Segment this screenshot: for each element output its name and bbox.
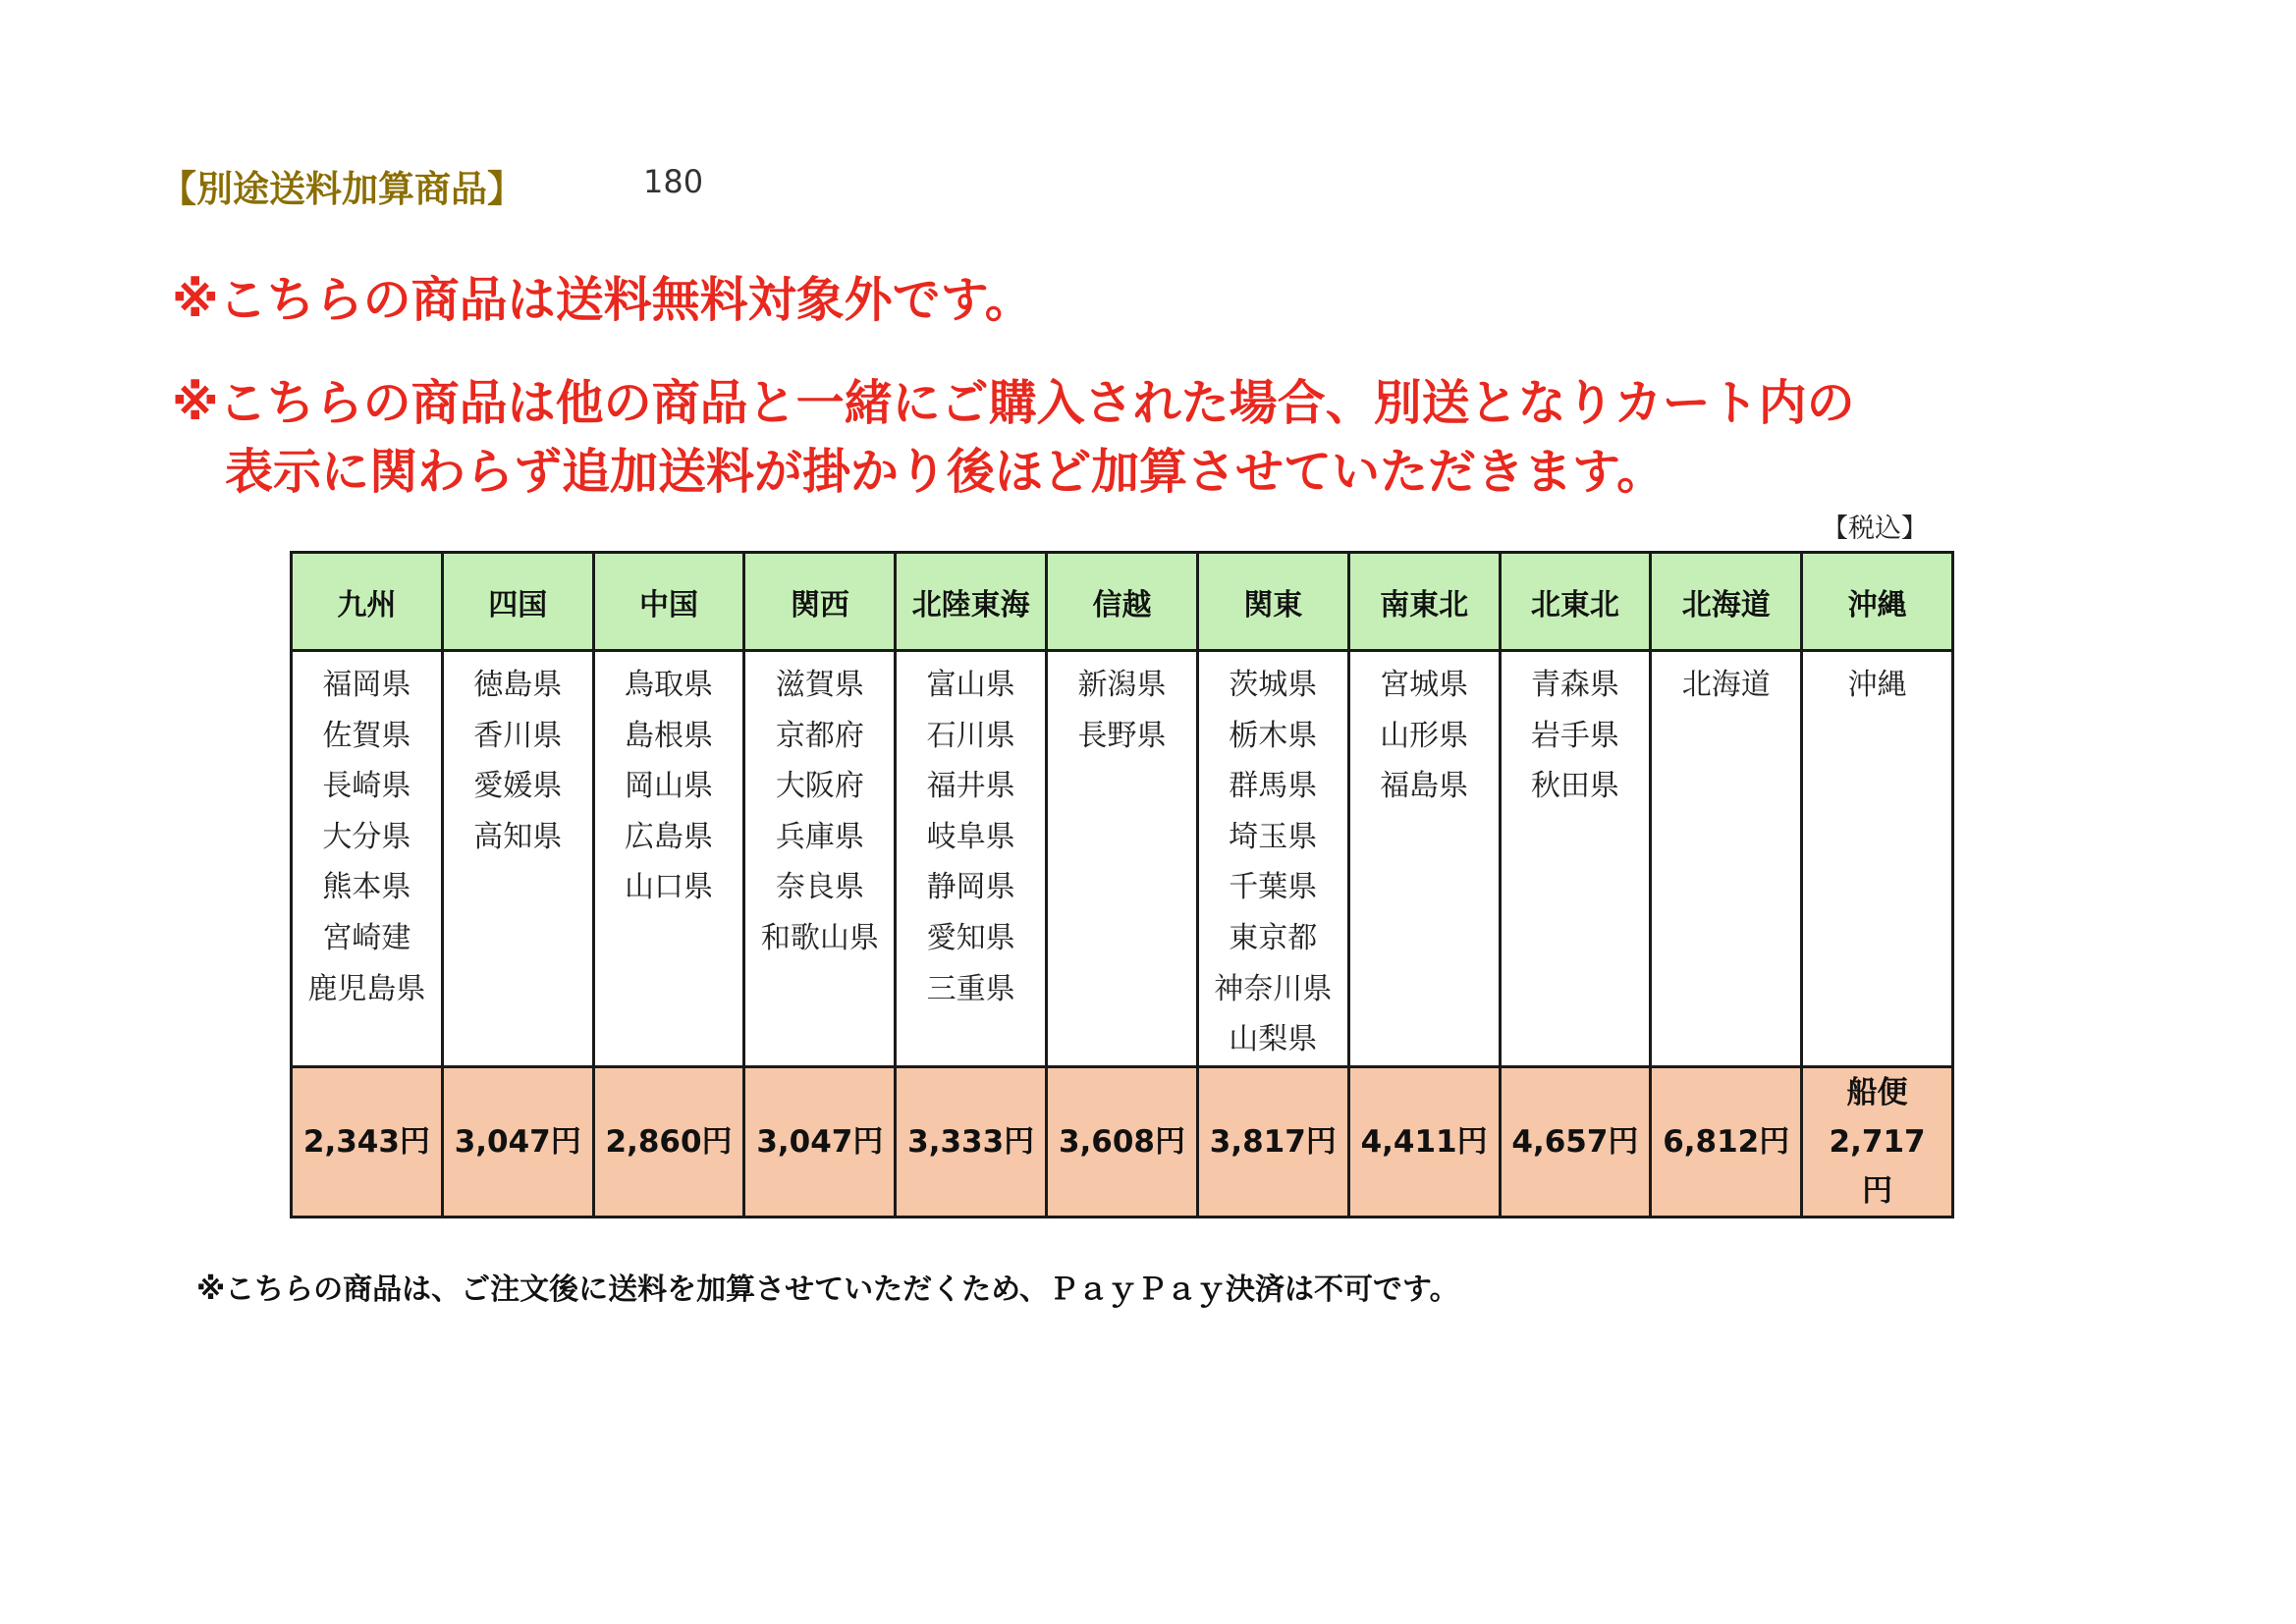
prefecture: 宮城県 [1380, 668, 1469, 702]
shipping-price-line: 船便2,717 [1829, 1074, 1926, 1160]
prefecture: 和歌山県 [760, 920, 879, 955]
prefecture: 愛知県 [926, 920, 1015, 955]
prefecture: 栃木県 [1229, 718, 1318, 753]
shipping-price: 6,812円 [1651, 1066, 1802, 1217]
prefecture: 広島県 [625, 819, 714, 854]
prefecture-list [442, 651, 593, 1067]
shipping-price: 3,047円 [442, 1066, 593, 1217]
prefecture: 奈良県 [775, 870, 864, 905]
region-header: 南東北 [1348, 553, 1500, 651]
prefecture-list [1651, 651, 1802, 1067]
prefecture: 高知県 [473, 819, 563, 854]
region-header: 北陸東海 [896, 553, 1047, 651]
tax-included-label: 【税込】 [1822, 514, 1928, 544]
prefecture: 千葉県 [1229, 870, 1318, 905]
prefecture-list [1197, 651, 1348, 1067]
shipping-price: 4,411円 [1348, 1066, 1500, 1217]
prefecture: 新潟県 [1077, 668, 1167, 702]
region-header: 北海道 [1651, 553, 1802, 651]
shipping-price: 3,817円 [1197, 1066, 1348, 1217]
section-heading: 【別途送料加算商品】 [160, 168, 523, 210]
prefecture-list [1348, 651, 1500, 1067]
prefecture: 大分県 [322, 819, 411, 854]
price-row [292, 1066, 1953, 1217]
prefecture: 徳島県 [473, 668, 563, 702]
prefecture: 石川県 [926, 718, 1015, 753]
notice-separate-shipping-line-2: 表示に関わらず追加送料が掛かり後ほど加算させていただきます。 [225, 444, 1666, 500]
region-header: 中国 [593, 553, 744, 651]
shipping-price: 4,657円 [1500, 1066, 1651, 1217]
prefecture-list [292, 651, 443, 1067]
prefecture: 長野県 [1077, 718, 1167, 753]
shipping-price-ship [1802, 1066, 1953, 1217]
prefecture-list [593, 651, 744, 1067]
prefecture: 熊本県 [322, 870, 411, 905]
prefecture: 佐賀県 [322, 718, 411, 753]
prefecture: 愛媛県 [473, 769, 563, 804]
prefecture: 宮崎建 [322, 920, 411, 955]
prefecture: 兵庫県 [775, 819, 864, 854]
notice-separate-shipping-line-1: ※こちらの商品は他の商品と一緒にご購入された場合、別送となりカート内の [172, 375, 1855, 431]
prefecture-list [744, 651, 896, 1067]
prefecture: 滋賀県 [775, 668, 864, 702]
prefecture: 大阪府 [775, 769, 864, 804]
shipping-price: 3,047円 [744, 1066, 896, 1217]
product-code: 180 [643, 163, 704, 200]
shipping-rate-table [290, 551, 1954, 1218]
prefecture: 神奈川県 [1214, 971, 1333, 1006]
prefecture: 福島県 [1380, 769, 1469, 804]
prefecture: 岐阜県 [926, 819, 1015, 854]
shipping-price: 3,333円 [896, 1066, 1047, 1217]
prefecture: 福岡県 [322, 668, 411, 702]
shipping-price-line: 円 [1862, 1172, 1893, 1209]
prefecture: 鳥取県 [625, 668, 714, 702]
prefecture-list [1047, 651, 1198, 1067]
prefecture: 秋田県 [1530, 769, 1619, 804]
shipping-price: 2,343円 [292, 1066, 443, 1217]
prefecture: 青森県 [1530, 668, 1619, 702]
prefecture: 岡山県 [625, 769, 714, 804]
prefecture: 沖縄 [1847, 668, 1907, 702]
notice-no-free-shipping: ※こちらの商品は送料無料対象外です。 [172, 272, 1033, 328]
prefecture: 東京都 [1229, 920, 1318, 955]
region-header: 関東 [1197, 553, 1348, 651]
prefecture: 山口県 [625, 870, 714, 905]
prefecture: 山形県 [1380, 718, 1469, 753]
shipping-price: 2,860円 [593, 1066, 744, 1217]
prefecture: 三重県 [926, 971, 1015, 1006]
prefecture: 富山県 [926, 668, 1015, 702]
shipping-price: 3,608円 [1047, 1066, 1198, 1217]
prefecture-list [1500, 651, 1651, 1067]
region-header: 信越 [1047, 553, 1198, 651]
prefecture-list [1802, 651, 1953, 1067]
region-header: 沖縄 [1802, 553, 1953, 651]
region-header: 北東北 [1500, 553, 1651, 651]
region-header: 四国 [442, 553, 593, 651]
prefecture: 北海道 [1681, 668, 1771, 702]
prefecture-list [896, 651, 1047, 1067]
region-header-row [292, 553, 1953, 651]
prefecture: 福井県 [926, 769, 1015, 804]
prefecture: 山梨県 [1229, 1022, 1318, 1057]
prefecture: 群馬県 [1229, 769, 1318, 804]
prefecture-row [292, 651, 1953, 1067]
prefecture: 島根県 [625, 718, 714, 753]
prefecture: 岩手県 [1530, 718, 1619, 753]
prefecture: 茨城県 [1229, 668, 1318, 702]
notice-separate-shipping [172, 369, 1855, 507]
prefecture: 京都府 [775, 718, 864, 753]
prefecture: 長崎県 [322, 769, 411, 804]
region-header: 九州 [292, 553, 443, 651]
region-header: 関西 [744, 553, 896, 651]
prefecture: 鹿児島県 [307, 971, 426, 1006]
paypay-not-available-note: ※こちらの商品は、ご注文後に送料を加算させていただくため、ＰａｙＰａｙ決済は不可です。 [196, 1272, 1459, 1307]
prefecture: 静岡県 [926, 870, 1015, 905]
prefecture: 香川県 [473, 718, 563, 753]
prefecture: 埼玉県 [1229, 819, 1318, 854]
